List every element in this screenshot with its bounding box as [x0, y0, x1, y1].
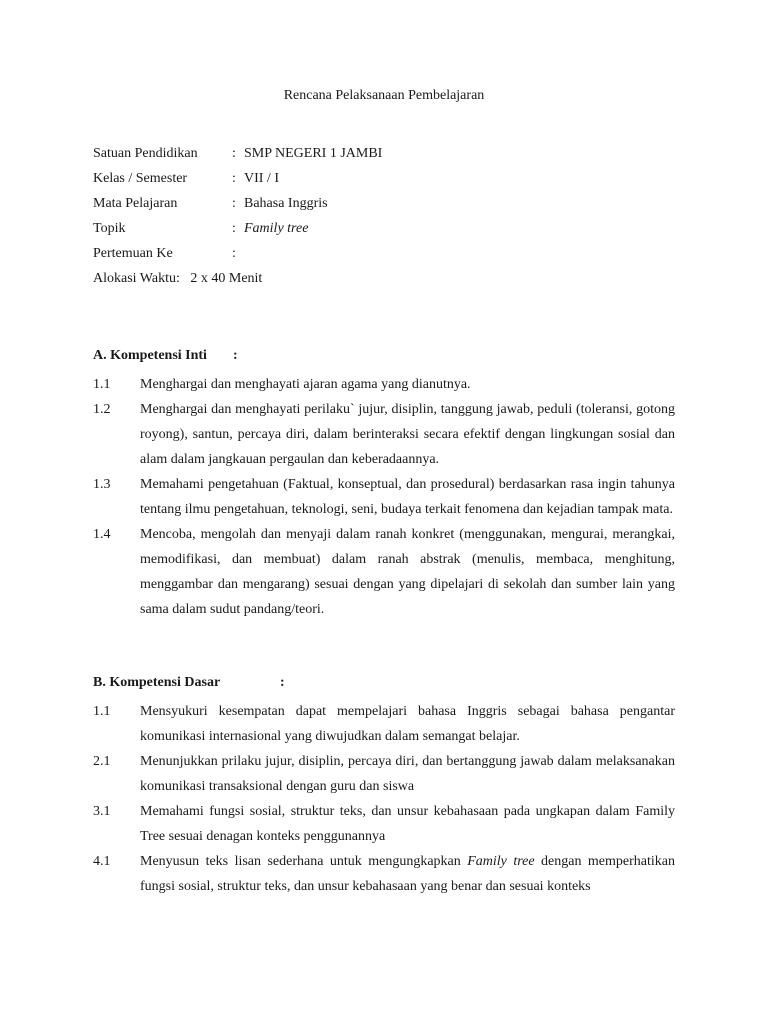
meta-label: Pertemuan Ke: [93, 246, 173, 261]
section-heading: [93, 347, 675, 372]
item-number: 1.1: [93, 377, 111, 392]
list-item: [93, 849, 675, 899]
item-text: Mencoba, mengolah dan menyaji dalam ranah konkret (menggunakan, mengurai, merangkai, memodifikasi, dan membuat) dalam ranah abstrak (menulis, membaca, menghitung, menggambar dan mengarang) sesuai dengan yang dipelajari di sekolah dan sumber lain yang sama dalam sudut pandang/teori.: [140, 527, 675, 617]
item-text: Menghargai dan menghayati perilaku` jujur, disiplin, tanggung jawab, peduli (toleransi, gotong royong), santun, percaya diri, dalam berinteraksi secara efektif dengan lingkungan sosial dan alam dalam jangkauan pergaulan dan keberadaannya.: [140, 402, 675, 467]
heading-text: B. Kompetensi Dasar: [93, 675, 221, 690]
meta-colon: :: [232, 196, 236, 211]
list-item: [93, 749, 675, 799]
meta-value: VII / I: [244, 171, 279, 186]
item-text: Memahami pengetahuan (Faktual, konseptual, dan prosedural) berdasarkan rasa ingin tahunya tentang ilmu pengetahuan, teknologi, seni, budaya terkait fenomena dan kejadian tampak mata.: [140, 477, 675, 517]
list-item: [93, 799, 675, 849]
meta-value: Bahasa Inggris: [244, 196, 328, 211]
alokasi-waktu: Alokasi Waktu: 2 x 40 Menit: [93, 271, 263, 286]
meta-value: Family tree: [244, 221, 309, 236]
list-item: [93, 472, 675, 522]
meta-colon: :: [232, 146, 236, 161]
list-item: [93, 699, 675, 749]
heading-text: A. Kompetensi Inti: [93, 348, 207, 363]
meta-label: Kelas / Semester: [93, 171, 188, 186]
kompetensi-dasar-section: [93, 674, 675, 899]
item-number: 1.2: [93, 402, 111, 417]
meta-label: Mata Pelajaran: [93, 196, 178, 211]
meta-colon: :: [232, 221, 236, 236]
kompetensi-inti-section: [93, 347, 675, 622]
item-text: Memahami fungsi sosial, struktur teks, dan unsur kebahasaan pada ungkapan dalam Family Tree sesuai denagan konteks penggunannya: [140, 804, 675, 844]
meta-label: Topik: [93, 221, 126, 236]
item-text: [140, 849, 675, 899]
heading-colon: :: [280, 675, 285, 690]
item-number: 4.1: [93, 854, 111, 869]
meta-colon: :: [232, 171, 236, 186]
list-item: [93, 397, 675, 472]
item-number: 1.3: [93, 477, 111, 492]
item-number: 1.4: [93, 527, 111, 542]
item-number: 2.1: [93, 754, 111, 769]
meta-row-topik: [93, 220, 593, 245]
meta-colon: :: [232, 246, 236, 261]
meta-row-pertemuan: [93, 245, 593, 270]
section-heading: [93, 674, 675, 699]
meta-value: SMP NEGERI 1 JAMBI: [244, 146, 383, 161]
item-text: Mensyukuri kesempatan dapat mempelajari bahasa Inggris sebagai bahasa pengantar komunikasi internasional yang diwujudkan dalam semangat belajar.: [140, 704, 675, 744]
item-number: 1.1: [93, 704, 111, 719]
list-item: [93, 522, 675, 622]
list-item: [93, 372, 675, 397]
document-title: Rencana Pelaksanaan Pembelajaran: [283, 88, 485, 103]
meta-row-satuan: [93, 145, 593, 170]
meta-label: Satuan Pendidikan: [93, 146, 198, 161]
item-text: Menghargai dan menghayati ajaran agama yang dianutnya.: [140, 377, 471, 392]
identity-block: [93, 145, 593, 295]
item-text-part: dengan memperhatikan fungsi sosial, struktur teks, dan unsur kebahasaan yang benar dan sesuai konteks: [140, 854, 675, 894]
item-text-part: Menyusun teks lisan sederhana untuk mengungkapkan: [140, 854, 468, 869]
heading-colon: :: [233, 348, 238, 363]
meta-row-mapel: [93, 195, 593, 220]
item-text-italic: Family tree: [467, 854, 535, 869]
item-text: Menunjukkan prilaku jujur, disiplin, percaya diri, dan bertanggung jawab dalam melaksanakan komunikasi transaksional dengan guru dan siswa: [140, 754, 675, 794]
meta-row-kelas: [93, 170, 593, 195]
meta-row-alokasi: [93, 270, 593, 295]
item-number: 3.1: [93, 804, 111, 819]
